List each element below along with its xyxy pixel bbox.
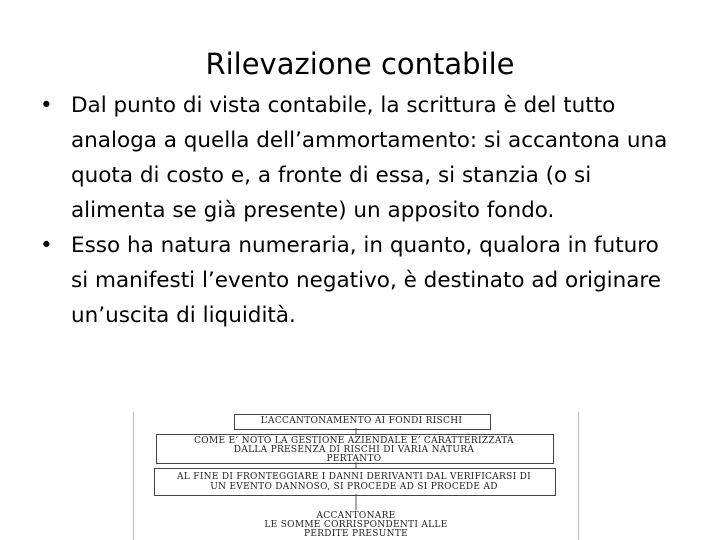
slide-title: Rilevazione contabile [205, 47, 515, 82]
flow-diagram-image [133, 412, 579, 540]
diagram-box-purpose-line2: UN EVENTO DANNOSO, SI PROCEDE AD SI PROCEDE AD [210, 482, 498, 492]
diagram-box-context-line2: DALLA PRESENZA DI RISCHI DI VARIA NATURA [233, 445, 475, 455]
bullet-icon: • [40, 233, 53, 258]
bullet-item [40, 88, 670, 228]
bullet-text: Esso ha natura numeraria, in quanto, qualora in futuro si manifesti l’evento negativo, è destinato ad originare un’uscita di liquidità. [71, 233, 662, 328]
diagram-box-context-line3: PERTANTO [326, 454, 382, 464]
diagram-result-line3: PERDITE PRESUNTE [303, 529, 408, 539]
diagram-box-purpose-line1: AL FINE DI FRONTEGGIARE I DANNI DERIVANTI DAL VERIFICARSI DI [177, 472, 531, 482]
diagram-result-line2: LE SOMME CORRISPONDENTI ALLE [264, 520, 448, 530]
diagram-box-context-line1: COME E’ NOTO LA GESTIONE AZIENDALE E’ CARATTERIZZATA [194, 436, 514, 446]
diagram-result-line1: ACCANTONARE [316, 511, 396, 521]
bullet-item [40, 228, 670, 333]
bullet-list [40, 88, 670, 333]
bullet-text: Dal punto di vista contabile, la scrittura è del tutto analoga a quella dell’ammortamento: si accantona una quota di costo e, a fronte di essa, si stanzia (o si alimenta se già presente) un apposito fondo. [71, 93, 668, 223]
bullet-icon: • [40, 93, 53, 118]
diagram-box-title-text: L’ACCANTONAMENTO AI FONDI RISCHI [260, 416, 463, 426]
